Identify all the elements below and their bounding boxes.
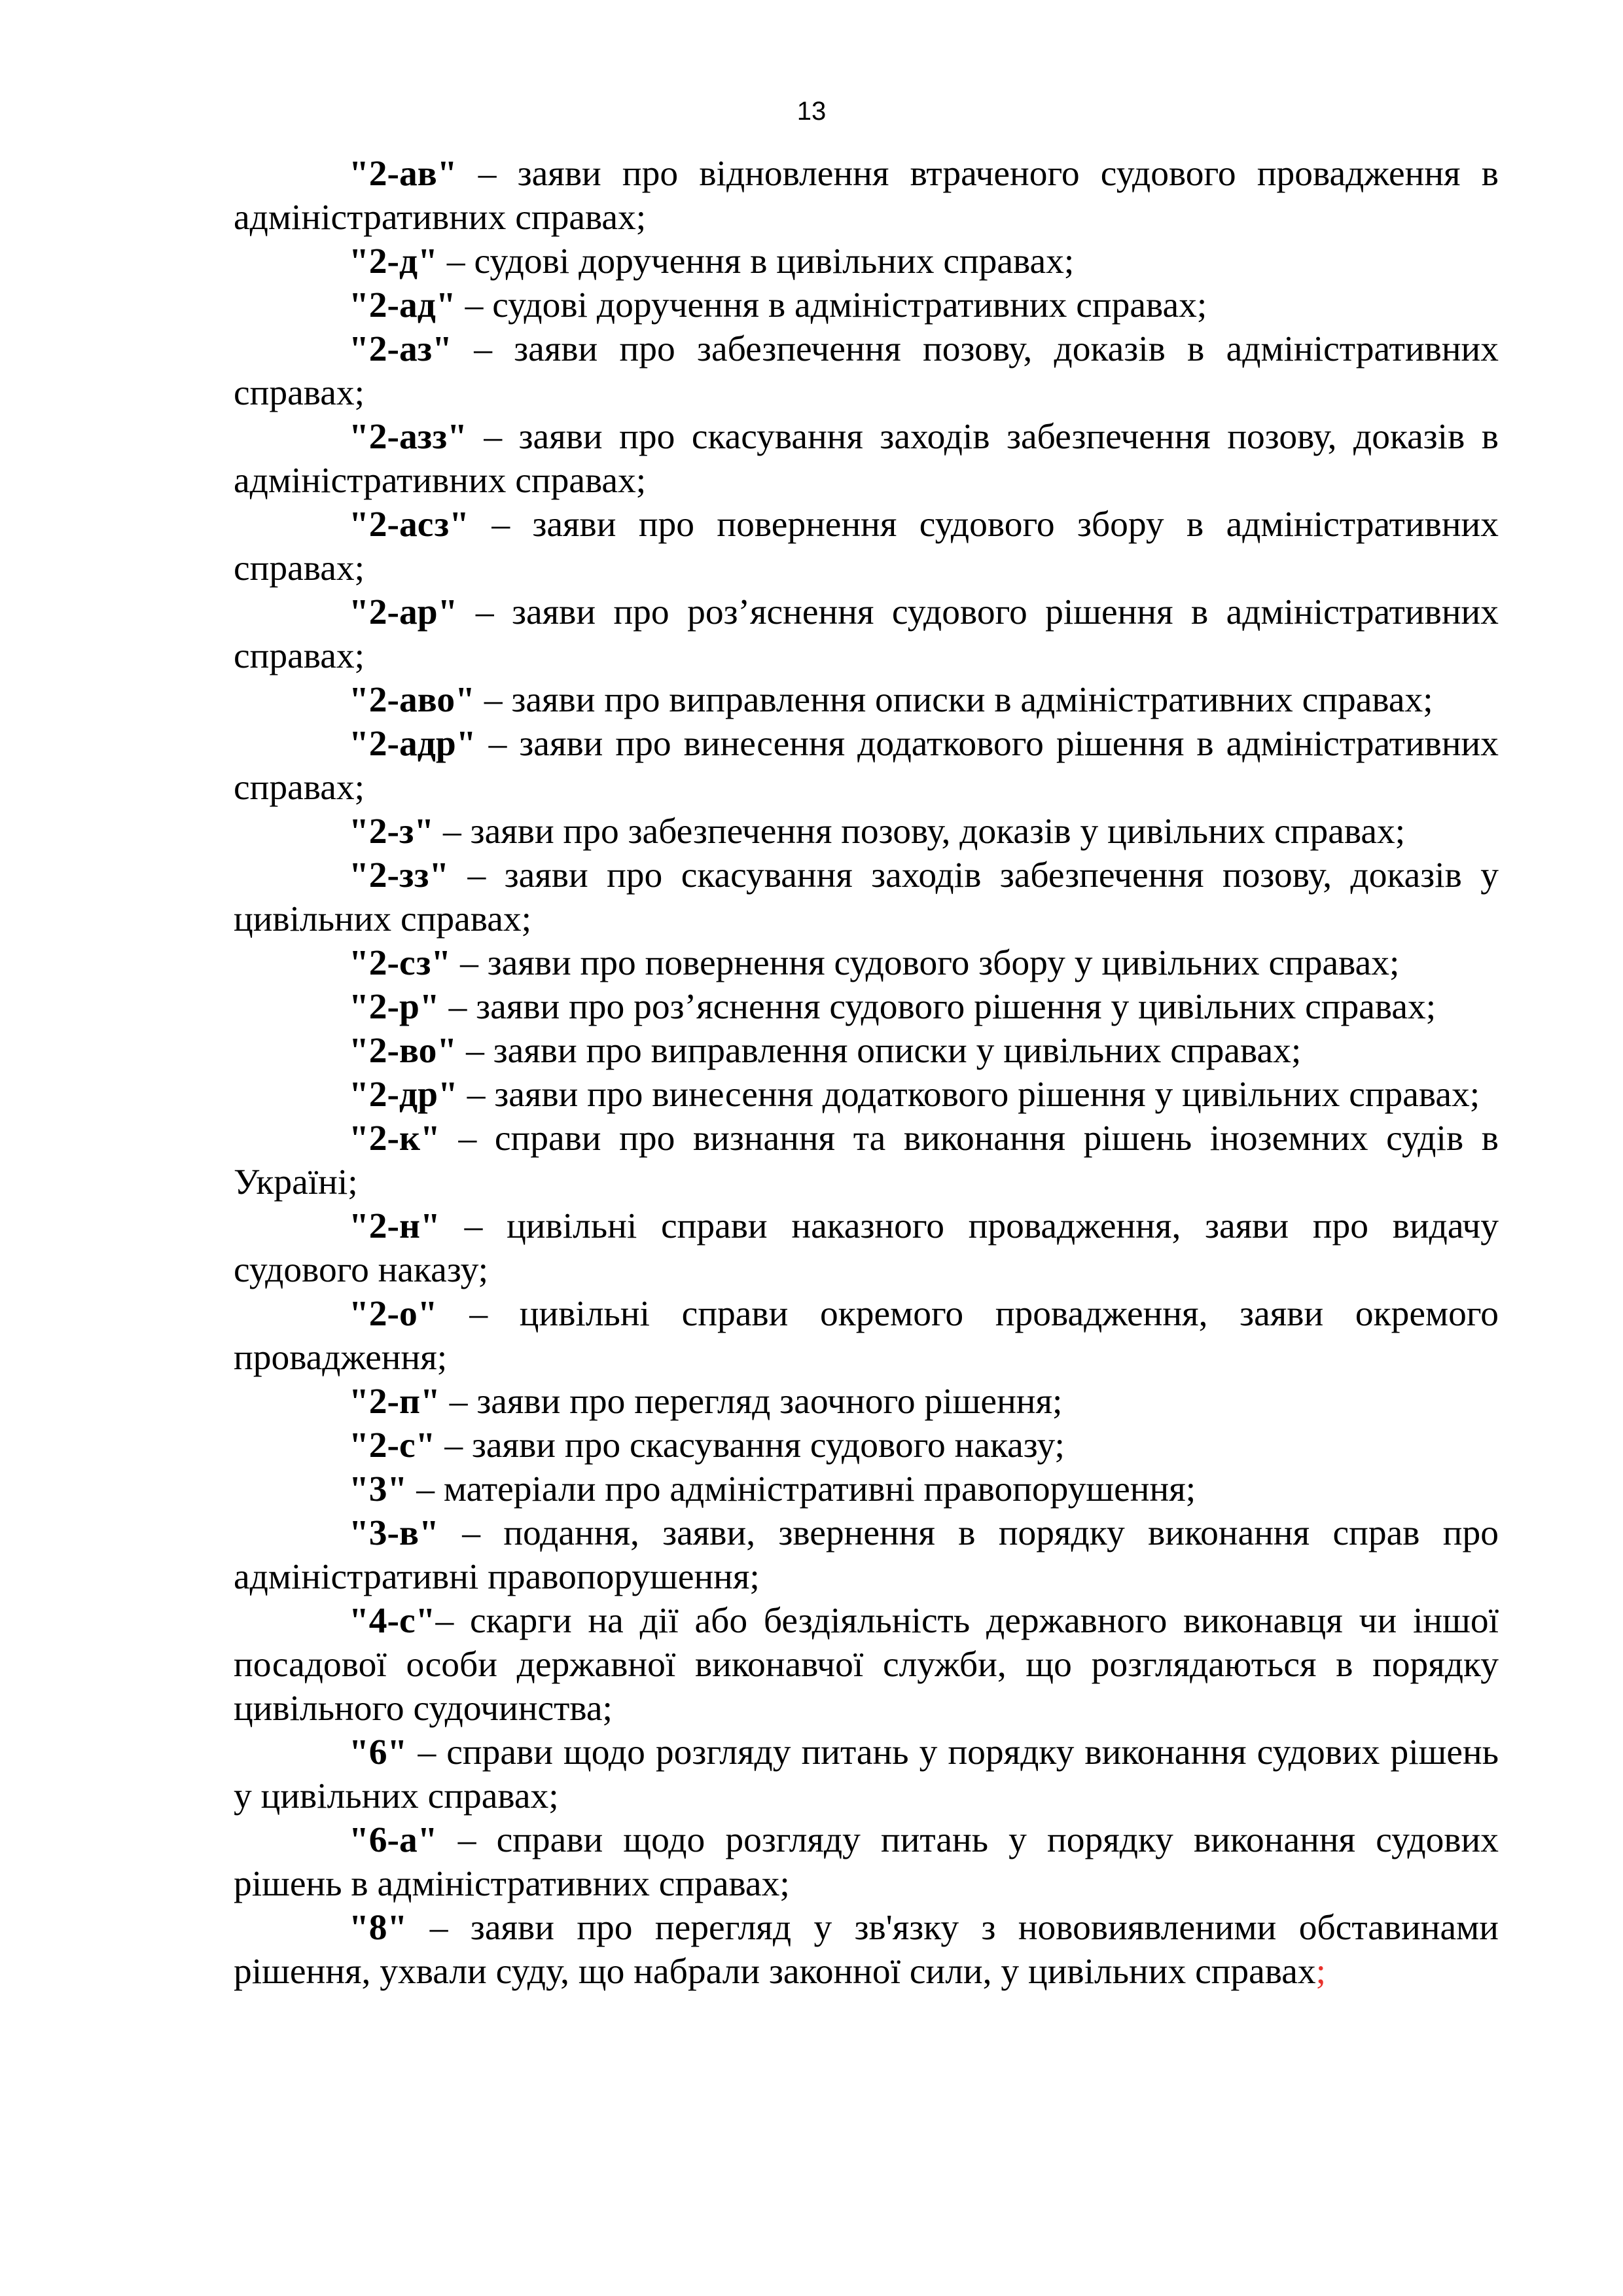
entry-code: "2-сз" (349, 943, 452, 983)
entry-code: "2-аво" (349, 680, 475, 720)
entry-code: "2-ад" (349, 285, 456, 325)
entry-code: "2-во" (349, 1031, 457, 1071)
entry-code: "2-о" (349, 1294, 438, 1334)
entry-description: – заяви про забезпечення позову, доказів у цивільних справах; (434, 812, 1406, 852)
list-item (234, 1818, 1499, 1906)
list-item (234, 1467, 1499, 1511)
list-item (234, 415, 1499, 503)
list-item (234, 327, 1499, 415)
entry-description: – заяви про виправлення описки у цивільних справах; (457, 1031, 1302, 1071)
entry-description: – судові доручення в адміністративних справах; (455, 285, 1207, 325)
list-item (234, 1424, 1499, 1467)
entry-code: "2-асз" (349, 505, 469, 545)
list-item (234, 853, 1499, 941)
entry-description: – заяви про відновлення втраченого судового провадження в адміністративних справах; (234, 154, 1499, 238)
entry-description: – заяви про роз’яснення судового рішення в адміністративних справах; (234, 592, 1499, 676)
entry-code: "2-р" (349, 987, 440, 1027)
entry-description: – заяви про скасування судового наказу; (435, 1426, 1065, 1465)
list-item (234, 503, 1499, 590)
list-item (234, 1380, 1499, 1424)
entry-code: "2-адр" (349, 724, 476, 764)
list-item (234, 240, 1499, 283)
entry-code: "8" (349, 1908, 408, 1948)
entry-code: "2-азз" (349, 417, 467, 457)
entry-end-mark: ; (1315, 1952, 1327, 1992)
entry-description: – заяви про скасування заходів забезпечення позову, доказів у цивільних справах; (234, 855, 1499, 939)
list-item (234, 1731, 1499, 1818)
entry-code: "2-к" (349, 1119, 440, 1158)
entry-description: – подання, заяви, звернення в порядку виконання справ про адміністративні правопорушення; (234, 1513, 1499, 1597)
entry-description: – справи щодо розгляду питань у порядку виконання судових рішень в адміністративних справах; (234, 1820, 1499, 1904)
entry-code: "2-ар" (349, 592, 458, 632)
entry-description: – справи про визнання та виконання рішень іноземних судів в Україні; (234, 1119, 1499, 1202)
entry-description: – цивільні справи окремого провадження, заяви окремого провадження; (234, 1294, 1499, 1378)
entry-description: – заяви про скасування заходів забезпечення позову, доказів в адміністративних справах; (234, 417, 1499, 501)
list-item (234, 590, 1499, 678)
list-item (234, 678, 1499, 722)
list-item (234, 1292, 1499, 1380)
entry-code: "2-др" (349, 1075, 458, 1115)
list-item (234, 283, 1499, 327)
page-number: 13 (796, 97, 827, 126)
entry-description: – заяви про перегляд заочного рішення; (440, 1382, 1063, 1422)
entry-code: "2-н" (349, 1206, 440, 1246)
list-item (234, 1117, 1499, 1204)
entry-code: "2-д" (349, 242, 438, 281)
entry-description: – заяви про забезпечення позову, доказів в адміністративних справах; (234, 329, 1499, 413)
entry-description: – цивільні справи наказного провадження, заяви про видачу судового наказу; (234, 1206, 1499, 1290)
list-item (234, 941, 1499, 985)
entry-code: "2-с" (349, 1426, 436, 1465)
entry-description: – матеріали про адміністративні правопорушення; (407, 1469, 1196, 1509)
list-item (234, 1906, 1499, 1994)
list-item (234, 152, 1499, 240)
entry-code: "3" (349, 1469, 408, 1509)
entry-description: – заяви про повернення судового збору у цивільних справах; (451, 943, 1400, 983)
list-item (234, 985, 1499, 1029)
entry-code: "2-ав" (349, 154, 457, 194)
entry-description: – заяви про перегляд у зв'язку з нововиявленими обставинами рішення, ухвали суду, що набрали законної сили, у цивільних справах (234, 1908, 1499, 1992)
entry-code: "6" (349, 1732, 408, 1772)
list-item (234, 1599, 1499, 1731)
document-body (234, 152, 1499, 1994)
entry-code: "2-аз" (349, 329, 452, 369)
entry-code: "2-з" (349, 812, 435, 852)
entry-code: "2-п" (349, 1382, 440, 1422)
entry-description: – скарги на дії або бездіяльність державного виконавця чи іншої посадової особи державної виконавчої служби, що розглядаються в порядку цивільного судочинства; (234, 1601, 1499, 1729)
list-item (234, 1029, 1499, 1073)
entry-description: – заяви про винесення додаткового рішення в адміністративних справах; (234, 724, 1499, 808)
entry-description: – заяви про повернення судового збору в адміністративних справах; (234, 505, 1499, 588)
entry-description: – заяви про винесення додаткового рішення у цивільних справах; (457, 1075, 1480, 1115)
entry-code: "4-с" (349, 1601, 436, 1641)
list-item (234, 722, 1499, 810)
list-item (234, 810, 1499, 853)
list-item (234, 1073, 1499, 1117)
entry-description: – судові доручення в цивільних справах; (437, 242, 1075, 281)
entry-code: "6-а" (349, 1820, 438, 1860)
entry-description: – справи щодо розгляду питань у порядку виконання судових рішень у цивільних справах; (234, 1732, 1499, 1816)
entry-description: – заяви про роз’яснення судового рішення у цивільних справах; (439, 987, 1436, 1027)
entry-code: "2-зз" (349, 855, 450, 895)
list-item (234, 1204, 1499, 1292)
list-item (234, 1511, 1499, 1599)
entry-code: "3-в" (349, 1513, 439, 1553)
entry-description: – заяви про виправлення описки в адміністративних справах; (474, 680, 1433, 720)
